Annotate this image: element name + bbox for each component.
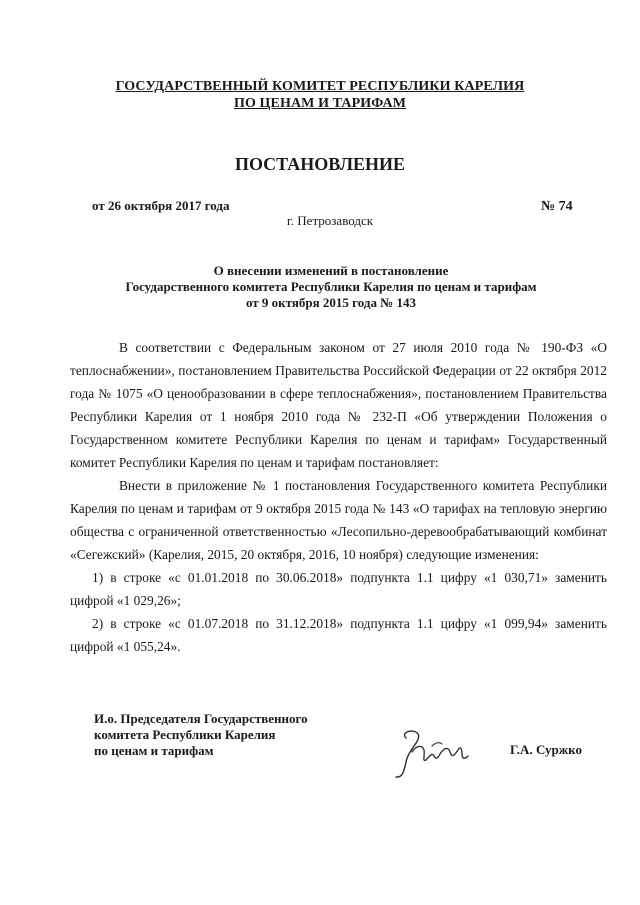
subject-line3: от 9 октября 2015 года № 143 xyxy=(245,295,417,310)
subject-line1: О внесении изменений в постановление xyxy=(213,263,449,278)
document-type-title: ПОСТАНОВЛЕНИЕ xyxy=(234,154,406,174)
document-date: от 26 октября 2017 года xyxy=(92,198,230,213)
body-paragraph-1: В соответствии с Федеральным законом от 27 июля 2010 года № 190-ФЗ «О теплоснабжении», постановлением Правительства Российской Федерации от 22 октября 2012 года № 1075 «О ценообразовании в сфере теплоснабжения», постановлением Правительства Республики Карелия от 1 ноября 2010 года № 232-П «Об утверждении Положения о Государственном комитете Республики Карелия по ценам и тарифам» Государственный комитет Республики Карелия по ценам и тарифам постановляет: xyxy=(70,340,607,470)
signer-position-line1: И.о. Председателя Государственного xyxy=(94,711,308,726)
signer-position-line3: по ценам и тарифам xyxy=(94,743,214,758)
subject-line2: Государственного комитета Республики Карелия по ценам и тарифам xyxy=(125,279,537,294)
signer-position xyxy=(94,711,308,759)
org-name-line2: ПО ЦЕНАМ И ТАРИФАМ xyxy=(233,96,407,111)
amendment-item-1: 1) в строке «с 01.01.2018 по 30.06.2018» подпункта 1.1 цифру «1 030,71» заменить цифрой «1 029,26»; xyxy=(70,570,607,608)
amendment-item-2: 2) в строке «с 01.07.2018 по 31.12.2018» подпункта 1.1 цифру «1 099,94» заменить цифрой «1 055,24». xyxy=(70,616,607,654)
org-name-line1: ГОСУДАРСТВЕННЫЙ КОМИТЕТ РЕСПУБЛИКИ КАРЕЛИЯ xyxy=(115,79,525,94)
signer-name: Г.А. Суржко xyxy=(510,742,582,757)
document-city: г. Петрозаводск xyxy=(286,213,374,228)
body-paragraph-2: Внести в приложение № 1 постановления Государственного комитета Республики Карелия по ценам и тарифам от 9 октября 2015 года № 143 «О тарифах на тепловую энергию общества с ограниченной ответственностью «Лесопильно-деревообрабатывающий комбинат «Сегежский» (Карелия, 2015, 20 октября, 2016, 10 ноября) следующие изменения: xyxy=(70,478,607,562)
document-number: № 74 xyxy=(541,199,573,214)
signer-position-line2: комитета Республики Карелия xyxy=(94,727,276,742)
handwritten-signature xyxy=(392,722,470,780)
